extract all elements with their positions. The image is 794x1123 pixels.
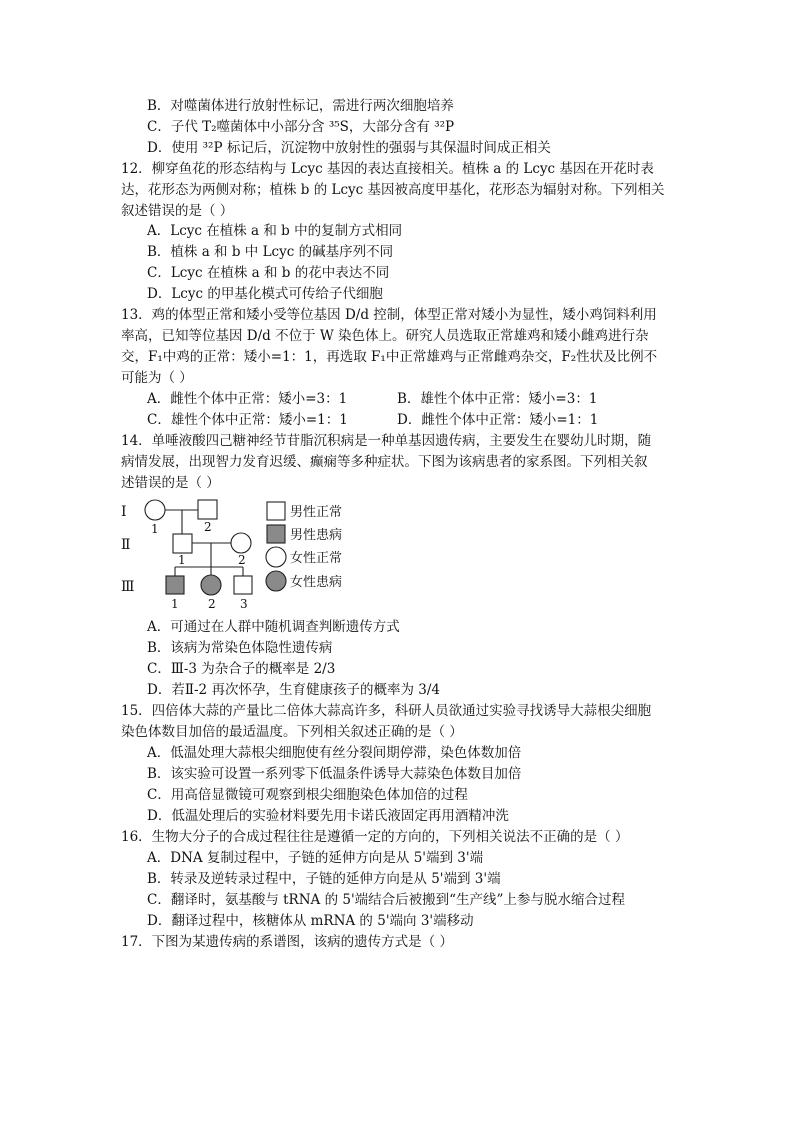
q13-stem-line3: 交，F₁中鸡的正常：矮小=1：1，再选取 F₁中正常雄鸡与正常雌鸡杂交，F₂性状及比例不 xyxy=(121,349,658,365)
q15-stem-line2: 染色体数目加倍的最适温度。下列相关叙述正确的是（ ） xyxy=(121,724,463,740)
q16-option-b: B．转录及逆转录过程中，子链的延伸方向是从 5'端到 3'端 xyxy=(147,871,501,887)
q11-option-c: C．子代 T₂噬菌体中小部分含 ³⁵S，大部分含有 ³²P xyxy=(147,119,455,135)
legend-male-normal-label: 男性正常 xyxy=(290,505,343,520)
legend-female-affected-symbol xyxy=(266,571,286,591)
q16-option-c: C．翻译时，氨基酸与 tRNA 的 5'端结合后被搬到“生产线”上参与脱水缩合过程 xyxy=(147,892,625,908)
q13-option-d: D．雌性个体中正常：矮小=1：1 xyxy=(397,412,599,428)
number-iii2: 2 xyxy=(208,597,216,611)
q15-stem-line1: 15．四倍体大蒜的产量比二倍体大蒜高许多，科研人员欲通过实验寻找诱导大蒜根尖细胞 xyxy=(121,703,652,719)
pedigree-chart xyxy=(118,496,368,612)
q15-option-c: C．用高倍显微镜可观察到根尖细胞染色体加倍的过程 xyxy=(147,787,468,803)
q14-stem-line3: 述错误的是（ ） xyxy=(121,475,220,491)
q15-option-d: D．低温处理后的实验材料要先用卡诺氏液固定再用酒精冲洗 xyxy=(147,808,509,824)
individual-iii2-female-affected xyxy=(201,575,221,595)
q16-option-d: D．翻译过程中，核糖体从 mRNA 的 5'端向 3'端移动 xyxy=(147,913,474,929)
generation-label-3: Ⅲ xyxy=(121,579,135,595)
q14-option-c: C．Ⅲ-3 为杂合子的概率是 2/3 xyxy=(147,661,336,677)
individual-iii3-male-normal xyxy=(234,576,252,594)
q13-stem-line4: 可能为（ ） xyxy=(121,370,193,386)
generation-label-2: Ⅱ xyxy=(121,537,131,553)
q12-option-c: C．Lcyc 在植株 a 和 b 的花中表达不同 xyxy=(147,265,390,281)
number-ii2: 2 xyxy=(238,553,246,567)
individual-ii1-male-normal xyxy=(173,534,192,553)
q12-stem-line2: 达，花形态为两侧对称；植株 b 的 Lcyc 基因被高度甲基化，花形态为辐射对称。下列相关 xyxy=(121,182,665,198)
number-iii3: 3 xyxy=(240,597,248,611)
q17-stem: 17．下图为某遗传病的系谱图，该病的遗传方式是（ ） xyxy=(121,934,453,950)
q12-stem-line3: 叙述错误的是（ ） xyxy=(121,203,234,219)
q15-option-b: B．该实验可设置一系列零下低温条件诱导大蒜染色体数目加倍 xyxy=(147,766,522,782)
legend-female-normal-label: 女性正常 xyxy=(290,551,343,566)
q11-option-d: D．使用 ³²P 标记后，沉淀物中放射性的强弱与其保温时间成正相关 xyxy=(147,140,551,156)
q13-option-b: B．雄性个体中正常：矮小=3：1 xyxy=(397,391,598,407)
generation-label-1: Ⅰ xyxy=(121,504,127,520)
individual-i2-male-normal xyxy=(198,500,217,519)
q13-stem-line1: 13．鸡的体型正常和矮小受等位基因 D/d 控制，体型正常对矮小为显性，矮小鸡饲料利用 xyxy=(121,307,657,323)
q15-option-a: A．低温处理大蒜根尖细胞使有丝分裂间期停滞，染色体数加倍 xyxy=(147,745,522,761)
q16-stem: 16．生物大分子的合成过程往往是遵循一定的方向的，下列相关说法不正确的是（ ） xyxy=(121,829,629,845)
legend-female-affected-label: 女性患病 xyxy=(290,575,343,590)
q12-option-d: D．Lcyc 的甲基化模式可传给子代细胞 xyxy=(147,286,383,302)
individual-iii1-male-affected xyxy=(166,576,184,594)
q12-option-b: B．植株 a 和 b 中 Lcyc 的碱基序列不同 xyxy=(147,244,394,260)
number-i1: 1 xyxy=(151,522,159,536)
q13-option-c: C．雄性个体中正常：矮小=1：1 xyxy=(147,412,348,428)
q12-option-a: A．Lcyc 在植株 a 和 b 中的复制方式相同 xyxy=(147,223,403,239)
q13-option-a: A．雌性个体中正常：矮小=3：1 xyxy=(147,391,348,407)
number-i2: 2 xyxy=(204,520,212,534)
q14-option-b: B．该病为常染色体隐性遗传病 xyxy=(147,640,333,656)
individual-i1-female-normal xyxy=(145,500,165,520)
q14-stem-line2: 病情发展，出现智力发育迟缓、癫痫等多种症状。下图为该病患者的家系图。下列相关叙 xyxy=(121,454,648,470)
q11-option-b: B．对噬菌体进行放射性标记，需进行两次细胞培养 xyxy=(147,98,454,114)
q13-stem-line2: 率高，已知等位基因 D/d 不位于 W 染色体上。研究人员选取正常雄鸡和矮小雌鸡进行杂 xyxy=(121,328,649,344)
legend-male-affected-label: 男性患病 xyxy=(290,528,343,543)
legend-male-affected-symbol xyxy=(267,525,285,543)
q16-option-a: A．DNA 复制过程中，子链的延伸方向是从 5'端到 3'端 xyxy=(147,850,484,866)
q14-option-a: A．可通过在人群中随机调查判断遗传方式 xyxy=(147,619,400,635)
q14-option-d: D．若Ⅱ-2 再次怀孕，生育健康孩子的概率为 3/4 xyxy=(147,682,440,698)
individual-ii2-female-normal xyxy=(231,533,251,553)
legend-female-normal-symbol xyxy=(266,547,286,567)
q14-stem-line1: 14．单唾液酸四己糖神经节苷脂沉积病是一种单基因遗传病，主要发生在婴幼儿时期，随 xyxy=(121,433,652,449)
legend-male-normal-symbol xyxy=(267,502,285,520)
number-iii1: 1 xyxy=(171,597,179,611)
q12-stem-line1: 12．柳穿鱼花的形态结构与 Lcyc 基因的表达直接相关。植株 a 的 Lcyc 基因在开花时表 xyxy=(121,161,654,177)
number-ii1: 1 xyxy=(178,553,186,567)
